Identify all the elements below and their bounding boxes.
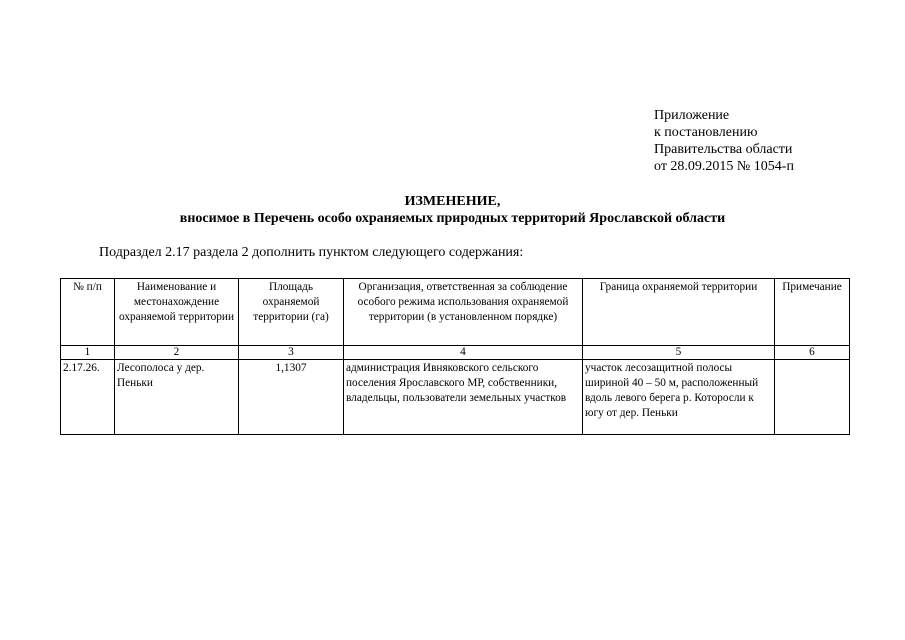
header-cell-border: Граница охраняемой территории xyxy=(583,279,775,346)
territory-table xyxy=(60,278,850,435)
intro-paragraph: Подраздел 2.17 раздела 2 дополнить пунктом следующего содержания: xyxy=(99,245,524,260)
cell-number: 2.17.26. xyxy=(61,360,115,435)
column-number: 6 xyxy=(775,346,850,360)
document-title: ИЗМЕНЕНИЕ, xyxy=(404,194,501,209)
column-number: 4 xyxy=(344,346,583,360)
cell-border: участок лесозащитной полосы шириной 40 – 50 м, расположенный вдоль левого берега р. Которосли к югу от дер. Пеньки xyxy=(583,360,775,435)
appendix-line: от 28.09.2015 № 1054-п xyxy=(654,159,794,174)
header-cell-area: Площадь охраняемой территории (га) xyxy=(239,279,344,346)
table-row xyxy=(61,360,850,435)
cell-organization: администрация Ивняковского сельского поселения Ярославского МР, собственники, владельцы, пользователи земельных участков xyxy=(344,360,583,435)
header-cell-note: Примечание xyxy=(775,279,850,346)
appendix-line: Приложение xyxy=(654,108,730,123)
cell-note xyxy=(775,360,850,435)
column-number: 1 xyxy=(61,346,115,360)
header-cell-name: Наименование и местонахождение охраняемой территории xyxy=(115,279,239,346)
table-header-row xyxy=(61,279,850,346)
column-number: 3 xyxy=(239,346,344,360)
appendix-line: к постановлению xyxy=(654,125,758,140)
cell-name: Лесополоса у дер. Пеньки xyxy=(115,360,239,435)
column-number: 5 xyxy=(583,346,775,360)
cell-area: 1,1307 xyxy=(239,360,344,435)
appendix-line: Правительства области xyxy=(654,142,793,157)
header-cell-number: № п/п xyxy=(61,279,115,346)
appendix-block xyxy=(654,107,794,175)
column-number-row xyxy=(61,346,850,360)
column-number: 2 xyxy=(115,346,239,360)
header-cell-organization: Организация, ответственная за соблюдение особого режима использования охраняемой территории (в установленном порядке) xyxy=(344,279,583,346)
document-subtitle: вносимое в Перечень особо охраняемых природных территорий Ярославской области xyxy=(179,211,726,226)
